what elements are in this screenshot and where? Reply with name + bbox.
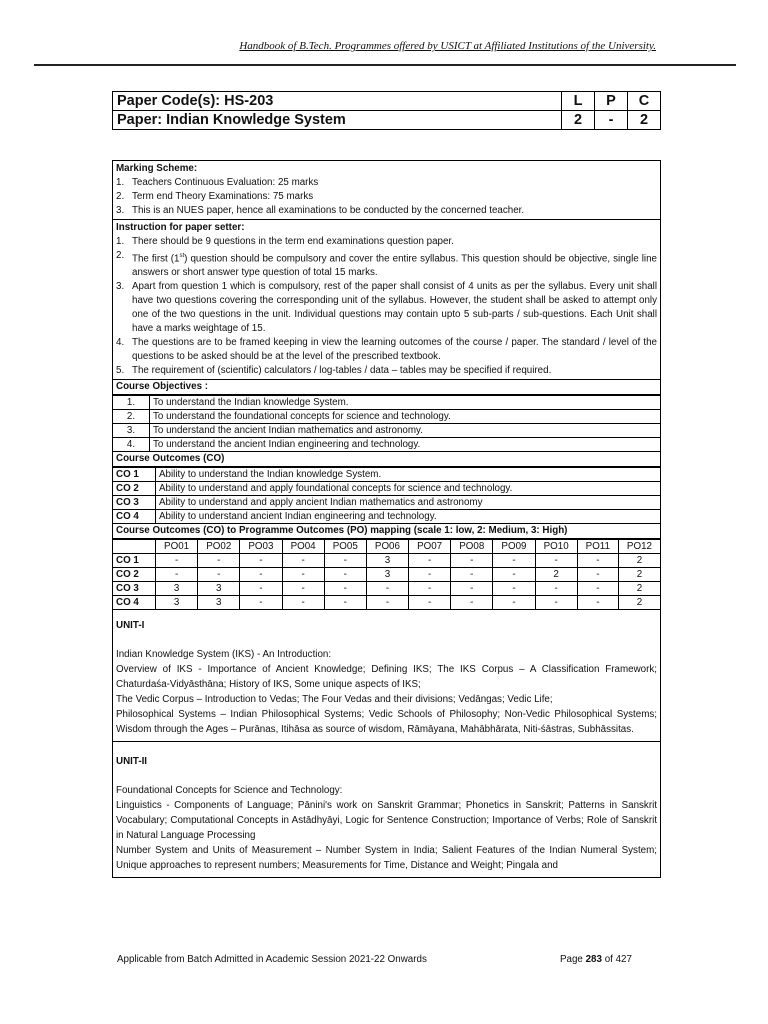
course-outcomes <box>113 452 660 524</box>
table-row: CO 4 3 3 - - - - - - - - - 2 <box>113 596 660 610</box>
marking-scheme <box>113 161 660 220</box>
page-number: Page 283 of 427 <box>560 954 632 965</box>
list-item: 2. The first (1st) question should be compulsory and cover the entire syllabus. This question should be objective, single line answers or short answer type question of total 15 marks. <box>116 250 658 279</box>
table-row: 2. To understand the foundational concepts for science and technology. <box>113 410 660 424</box>
outcomes-title: Course Outcomes (CO) <box>113 452 660 467</box>
table-row: 1. To understand the Indian knowledge System. <box>113 396 660 410</box>
table-row: CO 2 Ability to understand and apply foundational concepts for science and technology. <box>113 482 660 496</box>
table-row: CO 3 3 3 - - - - - - - - - 2 <box>113 582 660 596</box>
p-header: P <box>595 92 628 111</box>
unit-2-heading: Foundational Concepts for Science and Technology: <box>116 785 343 797</box>
unit-1-title: UNIT-I <box>116 620 145 632</box>
co-po-mapping <box>113 524 660 610</box>
table-row: 4. To understand the ancient Indian engineering and technology. <box>113 438 660 452</box>
table-row: CO 4 Ability to understand ancient Indian engineering and technology. <box>113 510 660 524</box>
p-value: - <box>595 111 628 130</box>
c-value: 2 <box>628 111 661 130</box>
instructions-title: Instruction for paper setter: <box>116 222 245 233</box>
l-header: L <box>562 92 595 111</box>
mapping-title: Course Outcomes (CO) to Programme Outcomes (PO) mapping (scale 1: low, 2: Medium, 3: High) <box>113 524 660 539</box>
table-row: CO 1 Ability to understand the Indian knowledge System. <box>113 468 660 482</box>
table-row: 3. To understand the ancient Indian mathematics and astronomy. <box>113 424 660 438</box>
objectives-table <box>113 395 660 451</box>
outcomes-table <box>113 467 660 523</box>
marking-list <box>116 176 657 218</box>
paper-name: Paper: Indian Knowledge System <box>113 111 562 130</box>
table-header-row: PO01 PO02 PO03 PO04 PO05 PO06 PO07 PO08 PO09 PO10 PO11 PO12 <box>113 540 660 554</box>
table-row: CO 3 Ability to understand and apply ancient Indian mathematics and astronomy <box>113 496 660 510</box>
list-item: 3. Apart from question 1 which is compulsory, rest of the paper shall consist of 4 units as per the syllabus. Every unit shall have two questions covering the corresponding unit of the syllabus. However, the student shall be asked to attempt only one of the two questions in the unit. Individual questions may contain upto 5 sub-parts / sub-questions. Each Unit shall have a marks weightage of 15. <box>116 281 657 335</box>
unit-1 <box>113 610 660 742</box>
table-row: CO 1 - - - - - 3 - - - - - 2 <box>113 554 660 568</box>
unit-1-para: Overview of IKS - Importance of Ancient Knowledge; Defining IKS; The IKS Corpus – A Classification Framework; Chaturdaśa-Vidyāsthāna; History of IKS, Some unique aspects of IKS; <box>116 664 657 691</box>
list-item: 1. There should be 9 questions in the term end examinations question paper. <box>116 236 454 247</box>
unit-2 <box>113 742 660 877</box>
unit-2-para: Linguistics - Components of Language; Pānini's work on Sanskrit Grammar; Phonetics in Sanskrit; Patterns in Sanskrit Vocabulary; Computational Concepts in Astādhyāyi, Logic for Sentence Construction; Importance of Verbs; Role of Sanskrit in Natural Language Processing <box>116 800 657 842</box>
mapping-table <box>113 539 660 609</box>
list-item: 4. The questions are to be framed keeping in view the learning outcomes of the course / paper. The standard / level of the questions to be asked should be at the level of the prescribed textbook. <box>116 337 657 363</box>
objectives-title: Course Objectives : <box>113 380 660 395</box>
c-header: C <box>628 92 661 111</box>
unit-1-para: The Vedic Corpus – Introduction to Vedas; The Four Vedas and their divisions; Vedāngas; Vedic Life; <box>116 694 553 706</box>
page-header: Handbook of B.Tech. Programmes offered by USICT at Affiliated Institutions of the University. <box>239 40 656 52</box>
table-row: CO 2 - - - - - 3 - - - 2 - 2 <box>113 568 660 582</box>
course-objectives <box>113 380 660 452</box>
unit-2-title: UNIT-II <box>116 756 148 768</box>
instructions <box>113 220 660 380</box>
marking-title: Marking Scheme: <box>116 163 198 174</box>
list-item: 3. This is an NUES paper, hence all examinations to be conducted by the concerned teacher. <box>116 205 525 216</box>
list-item: 1. Teachers Continuous Evaluation: 25 marks <box>116 177 319 188</box>
footer-applicability: Applicable from Batch Admitted in Academic Session 2021-22 Onwards <box>117 954 427 965</box>
list-item: 5. The requirement of (scientific) calculators / log-tables / data – tables may be specified if required. <box>116 365 552 377</box>
list-item: 2. Term end Theory Examinations: 75 marks <box>116 191 314 202</box>
l-value: 2 <box>562 111 595 130</box>
paper-code-table <box>112 91 661 130</box>
syllabus-box <box>112 160 661 878</box>
unit-1-heading: Indian Knowledge System (IKS) - An Introduction: <box>116 649 332 661</box>
unit-1-para: Philosophical Systems – Indian Philosophical Systems; Vedic Schools of Philosophy; Non-Vedic Philosophical Systems; Wisdom through the Ages – Purānas, Itihāsa as source of wisdom, Rāmāyana, Mahābhārata, Niti-śāstras, Subhāssitas. <box>116 709 657 736</box>
instructions-list <box>116 235 657 378</box>
header-rule <box>34 64 736 66</box>
unit-2-para: Number System and Units of Measurement – Number System in India; Salient Features of the Indian Numeral System; Unique approaches to represent numbers; Measurements for Time, Distance and Weight; Pingala and <box>116 845 657 872</box>
paper-code: Paper Code(s): HS-203 <box>113 92 562 111</box>
